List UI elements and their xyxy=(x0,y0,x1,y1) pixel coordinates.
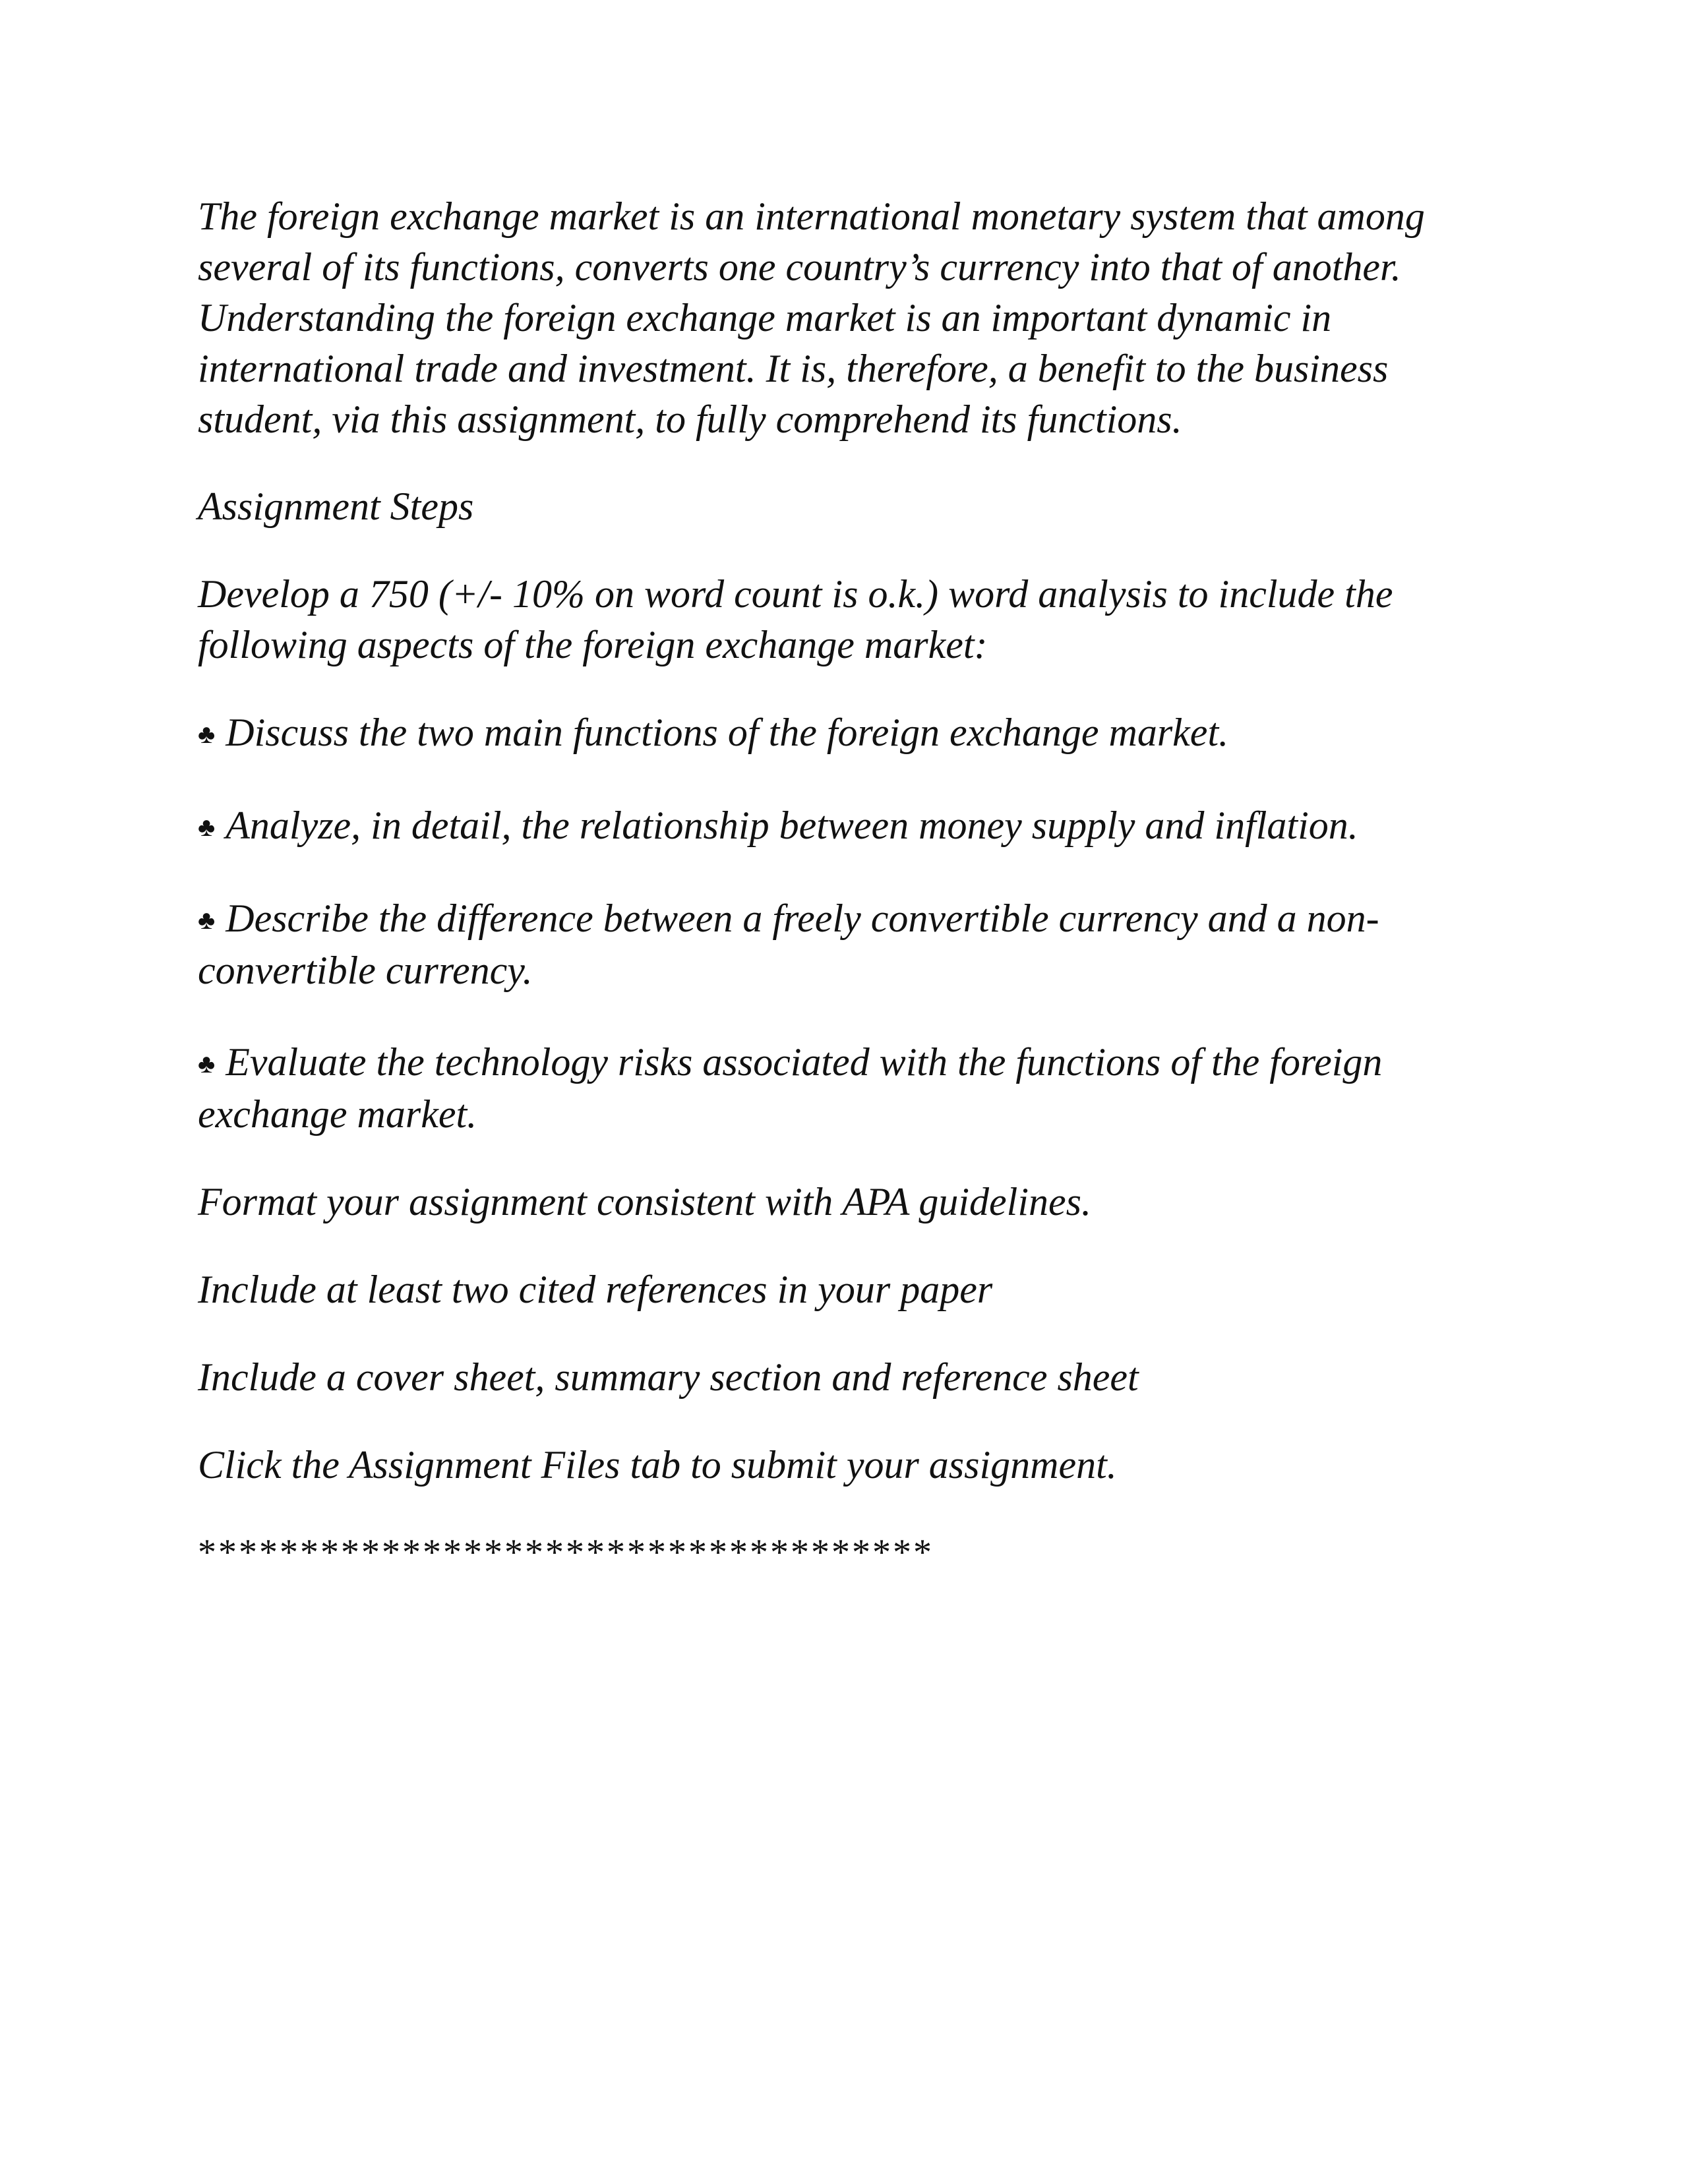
bullet-text: Discuss the two main functions of the foreign exchange market. xyxy=(226,711,1229,754)
club-icon: ♣ xyxy=(198,1049,216,1078)
bullet-item xyxy=(198,1037,1510,1140)
document-body xyxy=(198,191,1510,1578)
references-instruction: Include at least two cited references in your paper xyxy=(198,1268,993,1311)
bullet-text: Evaluate the technology risks associated with the functions of the foreign exchange market. xyxy=(198,1040,1383,1136)
club-icon: ♣ xyxy=(198,719,216,749)
bullet-item xyxy=(198,800,1510,852)
format-instruction: Format your assignment consistent with APA guidelines. xyxy=(198,1180,1091,1224)
bullet-text: Describe the difference between a freely convertible currency and a non-convertible currency. xyxy=(198,897,1379,992)
club-icon: ♣ xyxy=(198,812,216,842)
bullet-item xyxy=(198,707,1510,759)
separator-line: ************************************ xyxy=(198,1532,934,1573)
bullet-text: Analyze, in detail, the relationship between money supply and inflation. xyxy=(226,804,1358,847)
develop-paragraph: Develop a 750 (+/- 10% on word count is o.k.) word analysis to include the following aspects of the foreign exchange market: xyxy=(198,572,1393,666)
intro-paragraph: The foreign exchange market is an international monetary system that among several of its functions, converts one country’s currency into that of another. Understanding the foreign exchange market is an important dynamic in international trade and investment. It is, therefore, a benefit to the business student, via this assignment, to fully comprehend its functions. xyxy=(198,194,1425,441)
club-icon: ♣ xyxy=(198,905,216,935)
submit-instruction: Click the Assignment Files tab to submit your assignment. xyxy=(198,1443,1117,1487)
cover-instruction: Include a cover sheet, summary section and reference sheet xyxy=(198,1355,1139,1399)
bullet-item xyxy=(198,893,1510,996)
section-heading: Assignment Steps xyxy=(198,485,474,528)
